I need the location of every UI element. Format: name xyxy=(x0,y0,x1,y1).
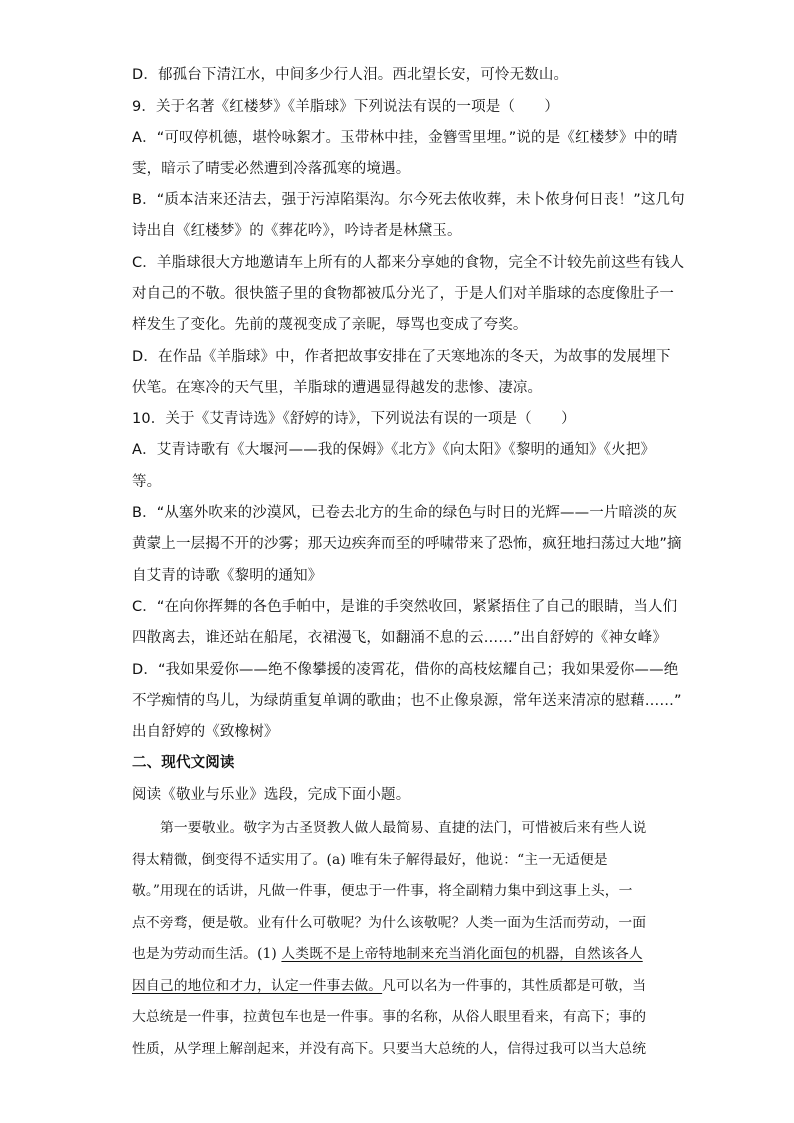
q10-option-d-line3: 出自舒婷的《致橡树》 xyxy=(132,724,279,740)
passage-text: 凡可以名为一件事的，其性质都是可敬，当 xyxy=(382,978,647,994)
passage-line: 第一要敬业。敬字为古圣贤教人做人最简易、直捷的法门，可惜被后来有些人说 xyxy=(160,820,647,836)
q10-option-c-line2: 四散离去，谁还站在船尾，衣裙漫飞，如翻涌不息的云……”出自舒婷的《神女峰》 xyxy=(132,630,668,646)
passage-line: 得太精微，倒变得不适实用了。(a) 唯有朱子解得最好，他说：“主一无适便是 xyxy=(132,852,608,868)
q10-option-c-line1: C．“在向你挥舞的各色手帕中，是谁的手突然收回，紧紧捂住了自己的眼睛，当人们 xyxy=(132,599,678,615)
q10-option-d-line2: 不学痴情的鸟儿，为绿荫重复单调的歌曲；也不止像泉源，常年送来清凉的慰藉……” xyxy=(132,693,682,709)
q10-option-b-line1: B．“从塞外吹来的沙漠风，已卷去北方的生命的绿色与时日的光辉——一片暗淡的灰 xyxy=(132,505,678,521)
q10-option-a-line2: 等。 xyxy=(132,474,162,490)
q9-stem: 9．关于名著《红楼梦》《羊脂球》下列说法有误的一项是（ ） xyxy=(132,99,559,115)
q9-option-a-line2: 雯，暗示了晴雯必然遭到冷落孤寒的境遇。 xyxy=(132,161,411,177)
passage-line: 大总统是一件事，拉黄包车也是一件事。事的名称，从俗人眼里看来，有高下；事的 xyxy=(132,1009,647,1025)
q8-option-d: D．郁孤台下清江水，中间多少行人泪。西北望长安，可怜无数山。 xyxy=(132,67,569,83)
underlined-sentence-1: 人类既不是上帝特地制来充当消化面包的机器，自然该各人 xyxy=(281,946,643,962)
passage-line: 性质，从学理上解剖起来，并没有高下。只要当大总统的人，信得过我可以当大总统 xyxy=(132,1041,647,1057)
q9-option-d-line1: D．在作品《羊脂球》中，作者把故事安排在了天寒地冻的冬天，为故事的发展埋下 xyxy=(132,349,671,365)
reading-instruction: 阅读《敬业与乐业》选段，完成下面小题。 xyxy=(132,787,411,803)
passage-line xyxy=(132,944,643,964)
q10-option-d-line1: D．“我如果爱你——绝不像攀援的凌霄花，借你的高枝炫耀自己；我如果爱你——绝 xyxy=(132,662,679,678)
underlined-sentence-1-cont: 因自己的地位和才力，认定一件事去做。 xyxy=(132,978,383,994)
q10-option-a-line1: A．艾青诗歌有《大堰河——我的保姆》《北方》《向太阳》《黎明的通知》《火把》 xyxy=(132,442,656,458)
q9-option-b-line1: B．“质本洁来还洁去，强于污淖陷渠沟。尔今死去侬收葬，未卜侬身何日丧！”这几句 xyxy=(132,192,685,208)
section-heading: 二、现代文阅读 xyxy=(132,755,235,771)
passage-line: 敬。”用现在的话讲，凡做一件事，便忠于一件事，将全副精力集中到这事上头，一 xyxy=(132,883,633,899)
q9-option-c-line3: 样发生了变化。先前的蔑视变成了亲昵，辱骂也变成了夸奖。 xyxy=(132,317,528,333)
q9-option-c-line2: 对自己的不敬。很快篮子里的食物都被瓜分光了，于是人们对羊脂球的态度像肚子一 xyxy=(132,286,675,302)
passage-text: 也是为劳动而生活。(1) xyxy=(132,946,282,962)
q9-option-c-line1: C．羊脂球很大方地邀请车上所有的人都来分享她的食物，完全不计较先前这些有钱人 xyxy=(132,255,685,271)
q9-option-a-line1: A．“可叹停机德，堪怜咏絮才。玉带林中挂，金簪雪里埋。”说的是《红楼梦》中的晴 xyxy=(132,130,678,146)
q9-option-d-line2: 伏笔。在寒冷的天气里，羊脂球的遭遇显得越发的悲惨、凄凉。 xyxy=(132,380,543,396)
passage-line: 点不旁骛，便是敬。业有什么可敬呢？为什么该敬呢？人类一面为生活而劳动，一面 xyxy=(132,915,647,931)
passage-line xyxy=(132,976,646,996)
q10-option-b-line3: 自艾青的诗歌《黎明的通知》 xyxy=(132,568,323,584)
q10-stem: 10．关于《艾青诗选》《舒婷的诗》，下列说法有误的一项是（ ） xyxy=(132,411,576,427)
q10-option-b-line2: 黄蒙上一层揭不开的沙雾；那天边疾奔而至的呼啸带来了恐怖，疯狂地扫荡过大地”摘 xyxy=(132,536,682,552)
q9-option-b-line2: 诗出自《红楼梦》的《葬花吟》，吟诗者是林黛玉。 xyxy=(132,223,462,239)
